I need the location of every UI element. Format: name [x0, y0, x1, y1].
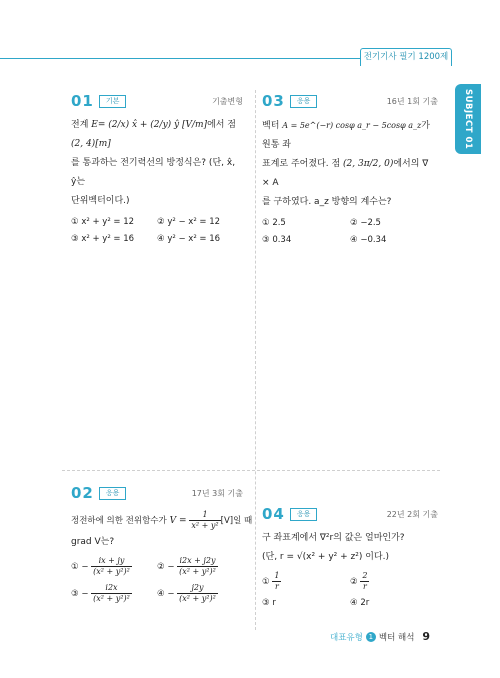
question-number: 01	[71, 92, 94, 110]
question-source: 기출변형	[212, 96, 243, 106]
option-3[interactable]: ③ r	[262, 598, 276, 608]
q-text-line2: (단, r = √(x² + y² + z²) 이다.)	[262, 552, 389, 562]
footer-section-label: 대표유형	[330, 632, 363, 643]
minus-sign: −	[81, 589, 89, 599]
q-text-prefix: 벡터	[262, 121, 280, 131]
option-4[interactable]: ④ −0.34	[350, 235, 387, 245]
options	[262, 571, 438, 608]
option-label: ②	[157, 562, 165, 572]
question-03	[262, 92, 438, 245]
frac-denominator: r	[362, 582, 367, 591]
footer-section-title: 벡터 해석	[378, 632, 415, 643]
q-text-line2-prefix: 표계로 주어졌다. 점	[262, 159, 341, 169]
q-equation: A = 5e^(−r) cosφ a_r − 5cosφ a_z	[282, 121, 422, 130]
frac-numerator: j2y	[177, 583, 218, 594]
option-4[interactable]: ④ 2r	[350, 598, 370, 608]
difficulty-badge: 응용	[290, 95, 318, 108]
option-3[interactable]	[71, 583, 157, 604]
q-fraction	[189, 510, 220, 531]
frac-denominator: x² + y²	[191, 521, 219, 530]
footer	[330, 630, 430, 643]
frac-denominator: r	[274, 582, 279, 591]
option-4[interactable]: ④ y² − x² = 16	[157, 234, 221, 244]
option-label: ③	[71, 589, 79, 599]
question-source: 22년 2회 기출	[386, 509, 438, 519]
frac-denominator: (x² + y²)²	[93, 594, 130, 603]
question-text	[262, 529, 438, 567]
question-text	[71, 116, 243, 211]
q-text-line3: 단위벡터이다.)	[71, 196, 130, 206]
q-text-line3: 를 구하였다. a_z 방향의 계수는?	[262, 197, 392, 207]
footer-section-number: 1	[366, 632, 376, 642]
q-equation-lhs: V =	[169, 516, 187, 526]
option-1[interactable]: ① 2.5	[262, 218, 286, 228]
question-text	[71, 510, 253, 552]
frac-numerator: i2x + j2y	[177, 556, 218, 567]
q-text-suffix: [V]일 때	[220, 516, 253, 526]
q-text-mid: 에서 점	[207, 120, 237, 130]
q-text-suffix: 가 원통 좌	[262, 121, 430, 150]
minus-sign: −	[81, 562, 89, 572]
option-label: ②	[350, 577, 358, 587]
options	[71, 217, 243, 244]
book-title-tab: 전기기사 필기 1200제	[360, 48, 452, 66]
option-2[interactable]	[157, 556, 243, 577]
question-text	[262, 116, 438, 212]
option-1[interactable]: ① x² + y² = 12	[71, 217, 135, 227]
frac-numerator: 2	[362, 571, 368, 580]
q-text-prefix: 정전하에 의한 전위함수가	[71, 516, 167, 526]
options	[262, 218, 438, 245]
difficulty-badge: 응용	[290, 508, 318, 521]
frac-numerator: 1	[274, 571, 280, 580]
option-2[interactable]	[350, 571, 438, 592]
question-source: 17년 3회 기출	[191, 488, 243, 498]
q-point: (2, 4)[m]	[71, 139, 111, 149]
options	[71, 556, 243, 604]
question-01	[71, 92, 243, 244]
minus-sign: −	[167, 589, 175, 599]
question-02	[71, 484, 253, 604]
question-number: 02	[71, 484, 94, 502]
question-number: 04	[262, 505, 285, 523]
frac-denominator: (x² + y²)²	[179, 567, 216, 576]
page-number: 9	[422, 630, 431, 643]
frac-denominator: (x² + y²)²	[179, 594, 216, 603]
option-1[interactable]	[71, 556, 157, 577]
question-number: 03	[262, 92, 285, 110]
frac-denominator: (x² + y²)²	[93, 567, 130, 576]
option-3[interactable]: ③ 0.34	[262, 235, 292, 245]
option-2[interactable]: ② −2.5	[350, 218, 381, 228]
q-text-line2: 를 통과하는 전기력선의 방정식은? (단, x̂, ŷ는	[71, 158, 236, 187]
row-divider	[62, 470, 440, 471]
option-4[interactable]	[157, 583, 243, 604]
minus-sign: −	[167, 562, 175, 572]
q-text-line2-suffix: 에서의 ∇ × A	[262, 159, 429, 188]
column-divider	[255, 90, 256, 630]
q-text-line2: grad V는?	[71, 537, 115, 547]
frac-numerator: ix + jy	[91, 556, 132, 567]
option-label: ①	[262, 577, 270, 587]
option-1[interactable]	[262, 571, 350, 592]
frac-numerator: 1	[189, 510, 220, 521]
option-label: ④	[157, 589, 165, 599]
difficulty-badge: 기본	[99, 95, 127, 108]
option-3[interactable]: ③ x² + y² = 16	[71, 234, 135, 244]
frac-numerator: i2x	[91, 583, 132, 594]
option-2[interactable]: ② y² − x² = 12	[157, 217, 221, 227]
question-source: 16년 1회 기출	[386, 96, 438, 106]
option-label: ①	[71, 562, 79, 572]
q-text-prefix: 전계	[71, 120, 89, 130]
question-04	[262, 505, 438, 608]
subject-side-tab-label: SUBJECT 01 전기자기학	[437, 88, 473, 150]
q-equation: E= (2/x) x̂ + (2/y) ŷ [V/m]	[91, 120, 208, 130]
difficulty-badge: 응용	[99, 487, 127, 500]
q-point: (2, 3π/2, 0)	[343, 159, 394, 169]
q-text-line1: 구 좌표계에서 ∇²r의 값은 얼마인가?	[262, 533, 405, 543]
